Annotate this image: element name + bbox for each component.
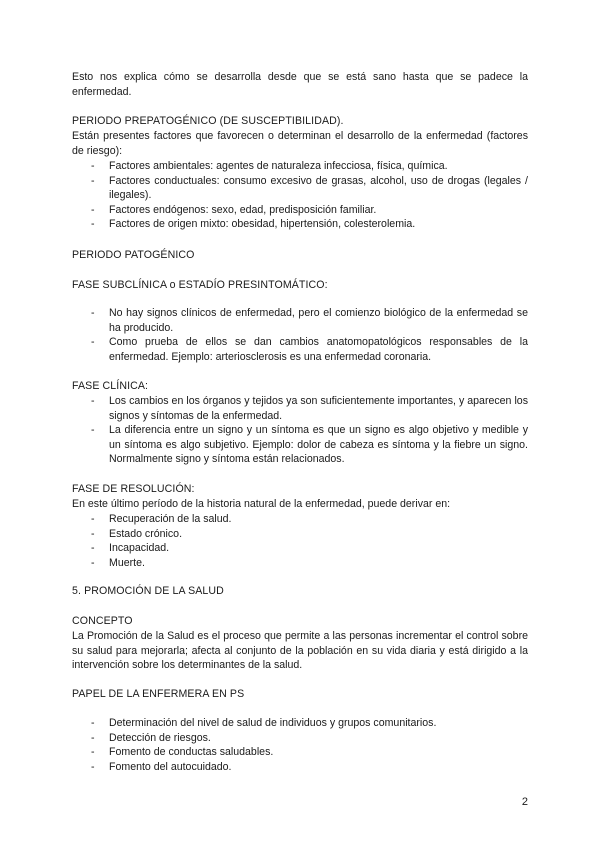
list-item: - Como prueba de ellos se dan cambios anatomopatológicos responsables de la enfermedad. Ejemplo: arteriosclerosis es una enfermedad coronaria. [72,335,528,364]
list-item: - Incapacidad. [72,541,528,556]
list-item: - Estado crónico. [72,527,528,542]
concepto-text: La Promoción de la Salud es el proceso que permite a las personas incrementar el control sobre su salud para mejorarla; afecta al conjunto de la población en su vida diaria y está dirigido a la intervención sobre los determinantes de la salud. [72,630,528,672]
list-item: - Factores de origen mixto: obesidad, hipertensión, colesterolemia. [72,217,528,232]
heading-patogenico: PERIODO PATOGÉNICO [72,249,195,261]
list-item: - Detección de riesgos. [72,731,528,746]
list-item: - Los cambios en los órganos y tejidos ya son suficientemente importantes, y aparecen los signos y síntomas de la enfermedad. [72,394,528,423]
intro-paragraph: Esto nos explica cómo se desarrolla desde que se está sano hasta que se padece la enfermedad. [72,71,528,98]
resolucion-text: En este último período de la historia natural de la enfermedad, puede derivar en: [72,498,451,510]
list-item: - Fomento de conductas saludables. [72,745,528,760]
list-item: - La diferencia entre un signo y un síntoma es que un signo es algo objetivo y medible y un síntoma es algo subjetivo. Ejemplo: dolor de cabeza es síntoma y la fiebre un signo. Normalmente signo y síntoma están relacionados. [72,423,528,467]
subclinica-list [72,306,528,364]
prepatogenico-list [72,159,528,232]
heading-prepatogenico: PERIODO PREPATOGÉNICO (DE SUSCEPTIBILIDAD). [72,115,344,127]
heading-clinica: FASE CLÍNICA: [72,380,149,392]
heading-papel: PAPEL DE LA ENFERMERA EN PS [72,688,245,700]
document-page [72,0,528,848]
heading-concepto: CONCEPTO [72,615,133,627]
clinica-list [72,394,528,467]
list-item: - Determinación del nivel de salud de individuos y grupos comunitarios. [72,716,528,731]
prepatogenico-text: Están presentes factores que favorecen o determinan el desarrollo de la enfermedad (factores de riesgo): [72,130,528,157]
papel-list [72,716,528,774]
list-item: - Factores ambientales: agentes de naturaleza infecciosa, física, química. [72,159,528,174]
page-number: 2 [521,796,528,808]
list-item: - Muerte. [72,556,528,571]
resolucion-list [72,512,528,570]
list-item: - Factores conductuales: consumo excesivo de grasas, alcohol, uso de drogas (legales / ilegales). [72,174,528,203]
heading-resolucion: FASE DE RESOLUCIÓN: [72,483,195,495]
list-item: - No hay signos clínicos de enfermedad, pero el comienzo biológico de la enfermedad se ha producido. [72,306,528,335]
list-item: - Recuperación de la salud. [72,512,528,527]
list-item: - Factores endógenos: sexo, edad, predisposición familiar. [72,203,528,218]
list-item: - Fomento del autocuidado. [72,760,528,775]
heading-promocion: 5. PROMOCIÓN DE LA SALUD [72,585,224,597]
heading-subclinica: FASE SUBCLÍNICA o ESTADÍO PRESINTOMÁTICO: [72,279,328,291]
